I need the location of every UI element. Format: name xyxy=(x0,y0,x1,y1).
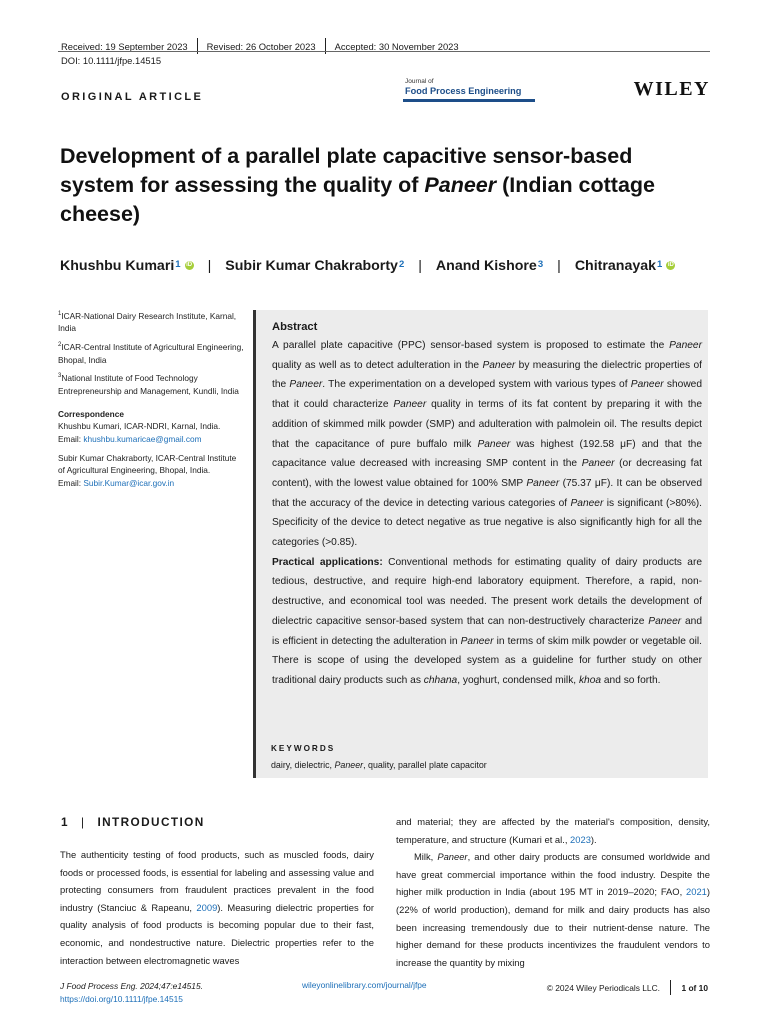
title-italic: Paneer xyxy=(424,173,497,197)
affiliation-text: ICAR-Central Institute of Agricultural Engineering, Bhopal, India xyxy=(58,341,244,365)
affiliation-text: ICAR-National Dairy Research Institute, Karnal, India xyxy=(58,310,237,334)
text-run: was highest (192.58 μF) and that the capacitance value decreased with increasing SMP content in the xyxy=(272,438,702,470)
keywords-list xyxy=(271,760,487,770)
text-run: , quality, parallel plate capacitor xyxy=(363,760,487,770)
text-run: quality in terms of its fat content by preparing it with the addition of skimmed milk powder (SMP) and adulteration with palmolein oil. The results depict that the capacitance of pure buffalo milk xyxy=(272,399,702,450)
title-text: Development of a parallel plate capacitive sensor-based system for assessing the quality of xyxy=(60,144,633,197)
text-run: The authenticity testing of food products, such as muscled foods, dairy foods or processed foods, is essential for labeling and assessing value and protecting consumers from fraudulent practices prevalent in the food industry (Stanciuc & Rapeanu, xyxy=(60,849,374,913)
orcid-icon[interactable]: iD xyxy=(667,261,674,268)
text-run: . The experimentation on a developed system with various types of xyxy=(322,379,631,391)
doi-link[interactable]: https://doi.org/10.1111/jfpe.14515 xyxy=(60,993,183,1004)
author-affiliation-mark[interactable]: 1 xyxy=(175,258,181,270)
text-run: in terms of skim milk powder or vegetable oil. There is scope of using the developed system as a guideline for further study on other traditional dairy products such as xyxy=(272,635,703,686)
keywords-heading: KEYWORDS xyxy=(271,744,336,753)
author-separator: | xyxy=(418,258,422,274)
italic-term: Paneer xyxy=(393,399,427,411)
italic-term: Paneer xyxy=(289,379,323,391)
abstract-body xyxy=(272,336,702,553)
abstract-box xyxy=(253,310,708,778)
footer-citation xyxy=(60,980,203,1005)
text-run: Milk, xyxy=(414,851,438,863)
journal-logo[interactable] xyxy=(403,78,535,102)
italic-term: Paneer xyxy=(630,379,664,391)
email-label: Email: xyxy=(58,433,84,444)
section-title: INTRODUCTION xyxy=(97,815,205,829)
italic-term: Paneer xyxy=(477,438,511,450)
italic-term: Paneer xyxy=(482,359,516,371)
journal-site-link[interactable]: wileyonlinelibrary.com/journal/jfpe xyxy=(302,980,427,990)
section-heading xyxy=(61,815,205,829)
italic-term: Paneer xyxy=(334,760,364,770)
correspondence-entry xyxy=(58,420,244,445)
copyright: © 2024 Wiley Periodicals LLC. xyxy=(546,982,660,993)
text-run: by measuring the dielectric properties of the xyxy=(272,359,702,391)
section-separator: | xyxy=(80,815,86,829)
affiliations-column xyxy=(58,308,244,490)
text-run: showed that it could characterize xyxy=(272,379,703,411)
correspondence-text: Subir Kumar Chakraborty, ICAR-Central Institute of Agricultural Engineering, Bhopal, India. xyxy=(58,452,237,476)
italic-term: Paneer xyxy=(526,477,560,489)
citation-link[interactable]: 2009 xyxy=(196,901,218,913)
author-list xyxy=(60,258,675,274)
italic-term: Paneer xyxy=(669,340,702,351)
text-run: ). Measuring dielectric properties for quality analysis of food products is becoming popular due to their fast, economic, and nondestructive nature. Dielectric properties refer to the interaction between electromagnetic waves xyxy=(60,901,374,966)
italic-term: Paneer xyxy=(581,458,615,470)
affiliation-text: National Institute of Food Technology Entrepreneurship and Management, Kundli, India xyxy=(58,373,239,396)
correspondence-heading: Correspondence xyxy=(58,408,124,419)
body-column-left xyxy=(60,846,374,969)
received-date: Received: 19 September 2023 xyxy=(61,40,188,52)
header-rule xyxy=(58,51,710,52)
email-link[interactable]: khushbu.kumaricae@gmail.com xyxy=(83,433,202,444)
paragraph xyxy=(396,813,710,848)
affiliation-mark: 3 xyxy=(58,373,62,380)
italic-term: khoa xyxy=(578,674,602,686)
author-name[interactable]: Subir Kumar Chakraborty xyxy=(225,258,398,274)
section-number: 1 xyxy=(61,815,69,829)
text-run: ) (22% of world production), demand for milk and dairy products has also been increasing tremendously due to their nutrient-dense nature. The higher demand for these products incentivizes the fraudulent vendors to increase the quantity by mixing xyxy=(396,886,710,968)
text-run: quality as well as to detect adulteration in the xyxy=(272,359,483,371)
paragraph xyxy=(396,848,710,971)
correspondence-text: Khushbu Kumari, ICAR-NDRI, Karnal, India. xyxy=(58,421,221,432)
citation-text xyxy=(60,980,203,993)
citation-link[interactable]: 2021 xyxy=(686,886,707,898)
text-run: dairy, dielectric, xyxy=(271,760,335,770)
footer-right xyxy=(547,980,708,995)
abstract-content xyxy=(272,319,702,691)
affiliation xyxy=(58,308,244,335)
text-run: , yoghurt, condensed milk, xyxy=(457,674,579,686)
italic-term: Paneer xyxy=(648,615,682,627)
author-separator: | xyxy=(557,258,561,274)
journal-logo-name: Food Process Engineering xyxy=(405,86,522,96)
text-run: and is efficient in detecting the adulteration in xyxy=(272,615,702,647)
doi: DOI: 10.1111/jfpe.14515 xyxy=(61,55,162,66)
citation: J Food Process Eng. 2024;47:e14515. xyxy=(60,981,203,991)
title-text-end: (Indian cottage cheese) xyxy=(60,173,656,226)
author-affiliation-mark[interactable]: 1 xyxy=(657,258,663,270)
author-name[interactable]: Anand Kishore xyxy=(435,258,537,274)
italic-term: Paneer xyxy=(570,497,604,509)
body-column-right xyxy=(396,813,710,971)
italic-term: Paneer xyxy=(460,635,494,647)
text-run: and so forth. xyxy=(601,674,661,686)
affiliation xyxy=(58,339,244,366)
text-run: (75.37 μF). It can be observed that the accuracy of the device in detecting various categories of xyxy=(272,477,702,509)
practical-applications xyxy=(272,553,702,691)
author-affiliation-mark[interactable]: 3 xyxy=(537,258,544,270)
email-label: Email: xyxy=(58,478,84,489)
abstract-heading: Abstract xyxy=(272,321,318,333)
italic-term: Paneer xyxy=(437,851,468,863)
text-run: is significant (>80%). Specificity of the device to detect negative as true negative is also significantly high for all the categories (>0.85). xyxy=(272,497,703,549)
author-name[interactable]: Khushbu Kumari xyxy=(60,258,175,274)
text-run: Conventional methods for estimating quality of dairy products are tedious, destructive, and require high-end laboratory equipment. Therefore, a rapid, non-destructive, and economical tool was needed. The present work details the development of dielectric capacitive sensor-based system that can non-destructively characterize xyxy=(272,556,702,627)
practical-applications-text xyxy=(272,557,702,686)
text-run: A parallel plate capacitive (PPC) sensor-based system is proposed to estimate the xyxy=(272,340,670,351)
affiliation-mark: 2 xyxy=(58,342,62,349)
practical-applications-label: Practical applications: xyxy=(272,556,383,568)
text-run: (or decreasing fat content), with the lowest value obtained for 100% SMP xyxy=(272,458,702,489)
revised-date: Revised: 26 October 2023 xyxy=(206,40,316,52)
paragraph xyxy=(60,846,374,969)
author-name[interactable]: Chitranayak xyxy=(574,258,657,274)
affiliation-mark: 1 xyxy=(58,311,62,317)
orcid-icon[interactable]: iD xyxy=(186,261,193,268)
journal-logo-bar xyxy=(403,99,535,102)
text-run: ). xyxy=(590,833,597,845)
affiliation xyxy=(58,370,244,397)
email-link[interactable]: Subir.Kumar@icar.gov.in xyxy=(83,478,175,489)
author-separator: | xyxy=(207,258,212,274)
text-run: , and other dairy products are consumed worldwide and have great commercial importance within the food industry. Despite the higher milk production in India (about 195 MT in 2019–2020; FAO, xyxy=(396,851,711,898)
article-title xyxy=(60,142,700,229)
article-type: ORIGINAL ARTICLE xyxy=(61,91,204,103)
author-affiliation-mark[interactable]: 2 xyxy=(398,258,405,270)
citation-link[interactable]: 2023 xyxy=(570,833,591,845)
correspondence-entry xyxy=(58,452,244,490)
accepted-date: Accepted: 30 November 2023 xyxy=(334,40,459,52)
journal-logo-prefix: Journal of xyxy=(405,78,434,85)
italic-term: chhana xyxy=(423,674,458,686)
page-number: 1 of 10 xyxy=(681,982,708,993)
divider xyxy=(670,980,672,995)
publisher-logo[interactable]: WILEY xyxy=(633,78,710,100)
text-run: and material; they are affected by the material's composition, density, temperature, and structure (Kumari et al., xyxy=(396,816,710,845)
